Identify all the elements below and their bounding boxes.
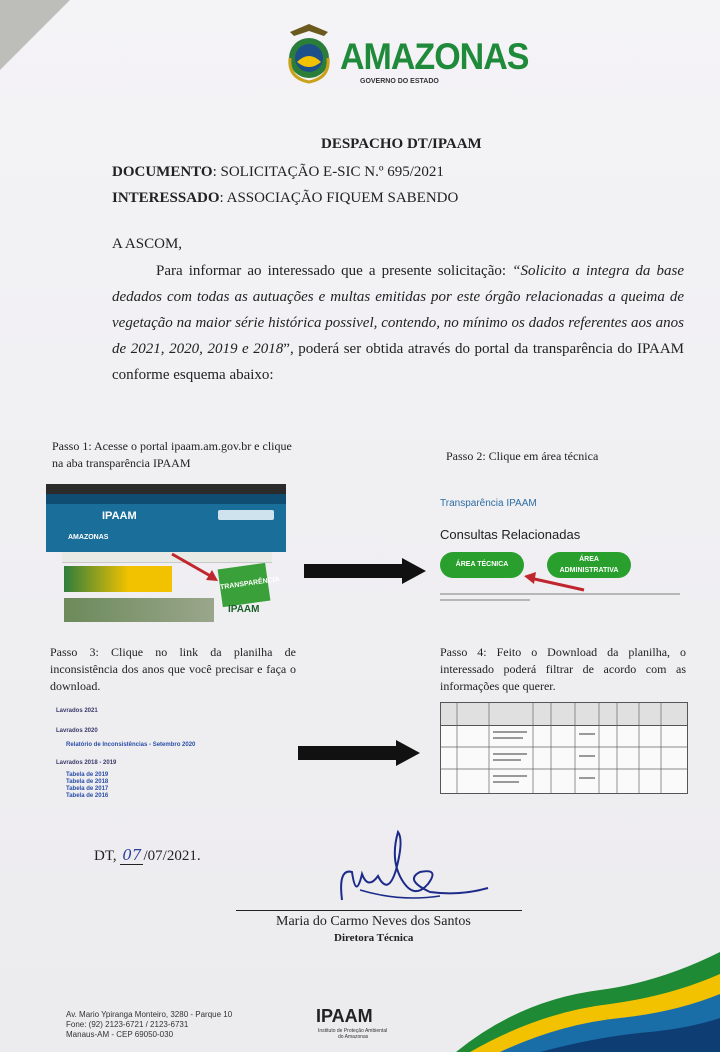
document-title: DESPACHO DT/IPAAM bbox=[321, 136, 482, 152]
address-line-1: Av. Mario Ypiranga Monteiro, 3280 - Parque 10 bbox=[66, 1010, 233, 1019]
step2-caption: Passo 2: Clique em área técnica bbox=[446, 449, 599, 463]
consultas-heading: Consultas Relacionadas bbox=[440, 527, 581, 542]
documento-label: DOCUMENTO bbox=[112, 164, 213, 180]
para-end: ”, poderá ser obtida através do portal da transparência do IPAAM conforme esquema abaixo: bbox=[112, 341, 684, 383]
para-quote: “Solicito a integra da base dedados com todas as autuações e multas emitidas por este órgão relacionadas a queima de vegetação na maior série histórica possivel, contendo, no mínimo os dados referentes aos anos de 2021, 2020, 2019 e 2018 bbox=[112, 263, 684, 357]
date-suffix: /07/2021. bbox=[143, 848, 201, 864]
date-day: 07 bbox=[122, 846, 142, 864]
lavrados-2020: Lavrados 2020 bbox=[56, 728, 98, 734]
lavrados-2018-2019: Lavrados 2018 - 2019 bbox=[56, 760, 117, 766]
interessado-value: : ASSOCIAÇÃO FIQUEM SABENDO bbox=[219, 190, 459, 206]
lavrados-2021: Lavrados 2021 bbox=[56, 708, 98, 714]
relatorio-2020-link: Relatório de Inconsistências - Setembro 2020 bbox=[66, 742, 196, 748]
salutation: A ASCOM, bbox=[112, 236, 183, 252]
ipaam-sub-2: do Amazonas bbox=[338, 1034, 369, 1040]
para-start: Para informar ao interessado que a presente solicitação: bbox=[156, 263, 513, 279]
step4-caption: Passo 4: Feito o Download da planilha, o interessado poderá filtrar de acordo com as informações que querer. bbox=[440, 645, 686, 693]
step1-caption: Passo 1: Acesse o portal ipaam.am.gov.br e clique na aba transparência IPAAM bbox=[52, 439, 292, 470]
site-state: AMAZONAS bbox=[68, 534, 109, 541]
address-line-2: Fone: (92) 2123-6721 / 2123-6731 bbox=[66, 1020, 189, 1029]
admin-label-2: ADMINISTRATIVA bbox=[559, 567, 619, 574]
step3-caption: Passo 3: Clique no link da planilha de inconsistência dos anos que você precisar e faça o download. bbox=[50, 645, 296, 693]
tabela-2017-link: Tabela de 2017 bbox=[66, 786, 109, 792]
tabela-2016-link: Tabela de 2016 bbox=[66, 793, 109, 799]
address-line-3: Manaus-AM - CEP 69050-030 bbox=[66, 1030, 174, 1039]
tabela-2019-link: Tabela de 2019 bbox=[66, 772, 109, 778]
admin-label-1: ÁREA bbox=[579, 556, 599, 563]
transparency-title: Transparência IPAAM bbox=[440, 498, 537, 509]
site-brand: IPAAM bbox=[102, 510, 137, 522]
signer-role: Diretora Técnica bbox=[334, 932, 414, 944]
area-tecnica-button: ÁREA TÉCNICA bbox=[440, 552, 524, 578]
interessado-label: INTERESSADO bbox=[112, 190, 220, 206]
logo-subtitle: GOVERNO DO ESTADO bbox=[360, 78, 439, 85]
logo-title: AMAZONAS bbox=[340, 36, 529, 78]
date-prefix: DT, bbox=[94, 848, 121, 864]
transparency-tab: TRANSPARÊNCIA bbox=[218, 563, 271, 607]
ipaam-sub-1: Instituto de Proteção Ambiental bbox=[318, 1028, 388, 1034]
documento-value: : SOLICITAÇÃO E-SIC N.º 695/2021 bbox=[212, 164, 444, 180]
ipaam-label: IPAAM bbox=[228, 604, 260, 615]
signer-name: Maria do Carmo Neves dos Santos bbox=[276, 914, 471, 929]
ipaam-logo: IPAAM bbox=[316, 1006, 373, 1026]
tabela-2018-link: Tabela de 2018 bbox=[66, 779, 109, 785]
